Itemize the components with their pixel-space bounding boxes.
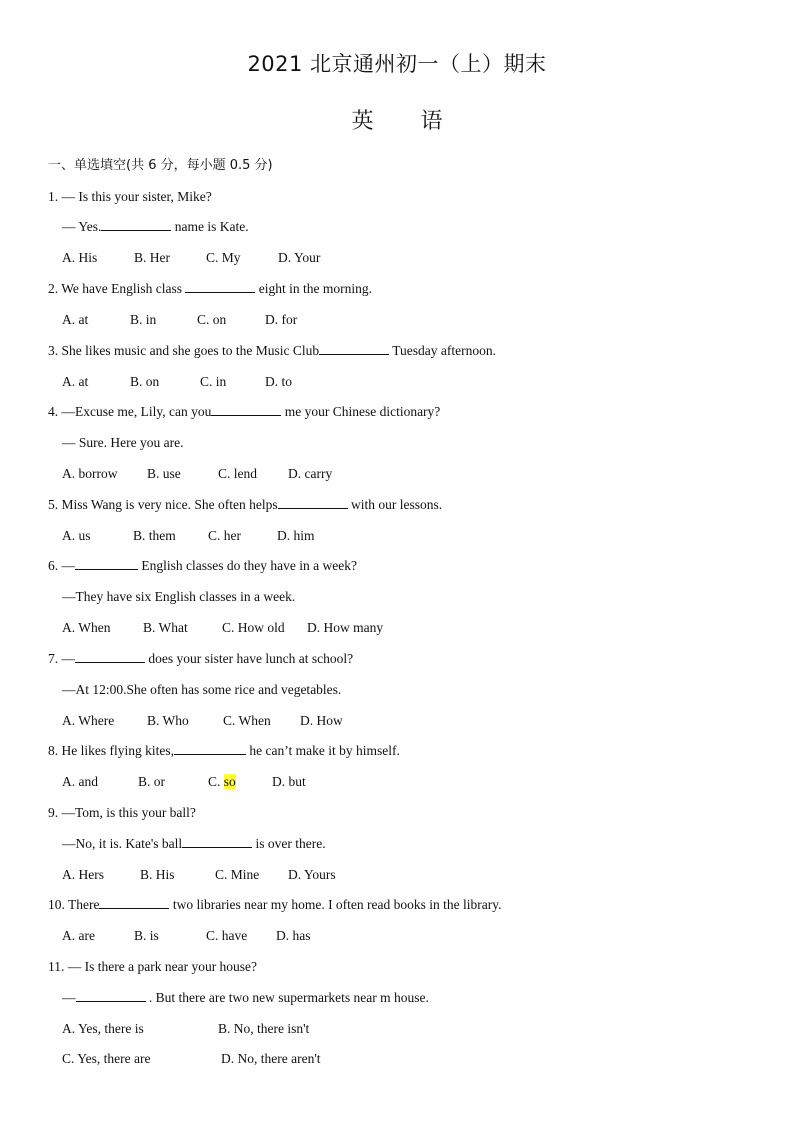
highlighted-answer: so <box>223 774 236 789</box>
option-c: C. When <box>223 713 271 728</box>
option-d: D. Your <box>278 250 321 265</box>
option-a: A. us <box>62 528 91 543</box>
question-text: 3. She likes music and she goes to the Music Club <box>48 343 320 358</box>
question-text: —No, it is. Kate's ball <box>62 836 183 851</box>
option-d: D. carry <box>288 466 333 481</box>
question-text: 5. Miss Wang is very nice. She often helps <box>48 497 278 512</box>
question-text: 8. He likes flying kites, <box>48 743 174 758</box>
option-c: C. Mine <box>215 867 260 882</box>
question-5-options <box>62 527 315 545</box>
option-a: A. Yes, there is <box>62 1021 144 1036</box>
option-c: C. How old <box>222 620 285 635</box>
option-b: B. is <box>134 928 159 943</box>
option-c: C. her <box>208 528 241 543</box>
question-8-options <box>62 773 306 791</box>
question-7-reply <box>62 681 341 699</box>
question-11 <box>48 958 257 976</box>
option-c: C. in <box>200 374 227 389</box>
option-d: D. How <box>300 713 343 728</box>
question-7 <box>48 650 353 668</box>
answer-blank <box>174 742 246 755</box>
answer-blank <box>185 280 255 293</box>
question-text: two libraries near my home. I often read books in the library. <box>169 897 502 912</box>
option-b: B. in <box>130 312 157 327</box>
option-c-label: C. <box>208 774 224 789</box>
option-a: A. Hers <box>62 867 104 882</box>
question-2 <box>48 280 372 298</box>
question-6-options <box>62 619 383 637</box>
question-10 <box>48 896 502 914</box>
page-title: 2021 北京通州初一（上）期末 <box>247 52 547 76</box>
subject-title: 英 语 <box>351 109 443 134</box>
answer-blank <box>101 218 171 231</box>
option-a: A. are <box>62 928 95 943</box>
answer-blank <box>76 989 146 1002</box>
option-a: A. When <box>62 620 111 635</box>
question-11-options-row-2 <box>62 1050 321 1068</box>
option-b: B. on <box>130 374 160 389</box>
option-c: C. lend <box>218 466 257 481</box>
option-b: B. His <box>140 867 175 882</box>
section-heading: 一、单选填空(共 6 分，每小题 0.5 分) <box>48 158 273 173</box>
option-b: B. or <box>138 774 165 789</box>
question-text: —At 12:00.She often has some rice and vegetables. <box>62 682 342 697</box>
question-text: Tuesday afternoon. <box>389 343 496 358</box>
option-d: D. How many <box>307 620 384 635</box>
question-text: does your sister have lunch at school? <box>145 651 354 666</box>
question-4-options <box>62 465 332 483</box>
option-a: A. His <box>62 250 98 265</box>
question-11-reply <box>62 989 429 1007</box>
question-4 <box>48 403 440 421</box>
question-text: 4. —Excuse me, Lily, can you <box>48 404 212 419</box>
option-a: A. borrow <box>62 466 118 481</box>
question-3 <box>48 342 496 360</box>
option-b: B. No, there isn't <box>218 1021 310 1036</box>
question-text: 7. — <box>48 651 75 666</box>
question-9 <box>48 804 196 822</box>
answer-blank <box>211 403 281 416</box>
question-text: 11. — Is there a park near your house? <box>48 959 258 974</box>
question-text: name is Kate. <box>171 219 249 234</box>
answer-blank <box>278 496 348 509</box>
question-text: — <box>62 990 76 1005</box>
option-c: C. on <box>197 312 227 327</box>
option-b: B. Who <box>147 713 189 728</box>
option-c: C. have <box>206 928 248 943</box>
option-a: A. and <box>62 774 98 789</box>
option-d: D. has <box>276 928 311 943</box>
answer-blank <box>75 650 145 663</box>
question-9-reply <box>62 835 326 853</box>
question-6-reply <box>62 588 295 606</box>
option-c: C. Yes, there are <box>62 1051 151 1066</box>
option-a: A. at <box>62 312 89 327</box>
option-a: A. at <box>62 374 89 389</box>
option-d: D. Yours <box>288 867 336 882</box>
option-c: C. My <box>206 250 241 265</box>
option-d: D. for <box>265 312 298 327</box>
option-c <box>208 773 272 791</box>
question-text: — Sure. Here you are. <box>62 435 184 450</box>
question-text: 1. — Is this your sister, Mike? <box>48 189 212 204</box>
option-d: D. No, there aren't <box>221 1051 321 1066</box>
option-d: D. him <box>277 528 315 543</box>
question-text: eight in the morning. <box>255 281 372 296</box>
answer-blank <box>75 557 138 570</box>
answer-blank <box>319 342 389 355</box>
option-d: D. but <box>272 774 306 789</box>
question-1 <box>48 188 212 206</box>
question-6 <box>48 557 357 575</box>
question-11-options-row-1 <box>62 1020 309 1038</box>
option-a: A. Where <box>62 713 115 728</box>
question-text: 9. —Tom, is this your ball? <box>48 805 196 820</box>
option-b: B. them <box>133 528 176 543</box>
question-4-reply <box>62 434 183 452</box>
question-1-reply <box>62 218 249 236</box>
question-text: English classes do they have in a week? <box>138 558 357 573</box>
option-b: B. What <box>143 620 188 635</box>
question-text: me your Chinese dictionary? <box>281 404 441 419</box>
question-text: 2. We have English class <box>48 281 186 296</box>
question-text: 10. There <box>48 897 100 912</box>
question-8 <box>48 742 400 760</box>
question-text: — Yes. <box>62 219 102 234</box>
answer-blank <box>182 835 252 848</box>
question-10-options <box>62 927 311 945</box>
option-b: B. use <box>147 466 181 481</box>
question-5 <box>48 496 442 514</box>
question-text: —They have six English classes in a week. <box>62 589 296 604</box>
question-9-options <box>62 866 336 884</box>
question-text: 6. — <box>48 558 75 573</box>
question-text: with our lessons. <box>347 497 443 512</box>
option-d: D. to <box>265 374 292 389</box>
question-text: is over there. <box>252 836 326 851</box>
question-3-options <box>62 373 292 391</box>
question-text: he can’t make it by himself. <box>245 743 400 758</box>
option-b: B. Her <box>134 250 170 265</box>
answer-blank <box>99 896 169 909</box>
question-text: . But there are two new supermarkets near m house. <box>145 990 429 1005</box>
question-7-options <box>62 712 343 730</box>
question-1-options <box>62 249 320 267</box>
question-2-options <box>62 311 297 329</box>
